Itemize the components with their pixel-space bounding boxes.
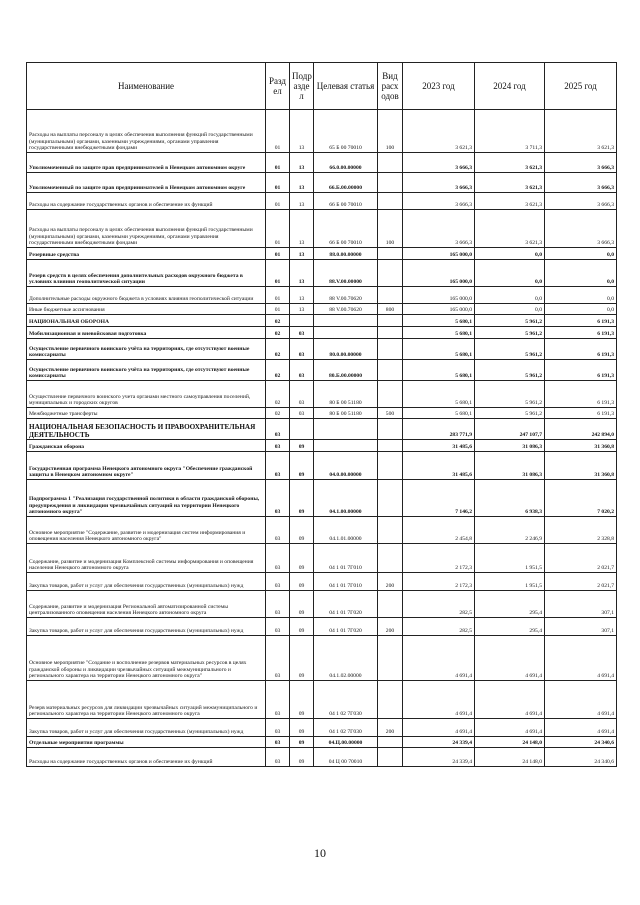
table-row [27,287,617,304]
cell-2025: 3 666,3 [545,173,617,193]
cell-name: Резервные средства [27,248,266,260]
cell-2023: 5 680,1 [403,339,475,360]
cell-2024: 0,0 [475,304,545,315]
cell-2024: 5 961,2 [475,339,545,360]
cell-2025: 0,0 [545,260,617,287]
cell-podrazdel: 09 [290,748,314,767]
cell-vid [378,452,403,480]
cell-article: 04 1 01 7Г010 [314,573,378,591]
cell-podrazdel: 03 [290,327,314,339]
cell-vid: 500 [378,408,403,419]
cell-razdel: 03 [266,452,290,480]
cell-vid [378,748,403,767]
cell-razdel: 03 [266,440,290,452]
table-row [27,110,617,153]
cell-article: 04.Ц.00.00000 [314,737,378,748]
cell-name: Резерв материальных ресурсов для ликвидации чрезвычайных ситуаций межмуниципального и регионального характера на территории Ненецкого автономного округа [27,681,266,719]
cell-article: 04.1.00.00000 [314,480,378,517]
cell-2023: 7 146,2 [403,480,475,517]
cell-2023: 283 771,9 [403,419,475,440]
cell-razdel: 01 [266,287,290,304]
cell-razdel: 01 [266,153,290,173]
cell-2024: 3 621,3 [475,153,545,173]
cell-2023: 3 666,3 [403,153,475,173]
cell-podrazdel: 09 [290,440,314,452]
cell-vid [378,636,403,681]
table-row [27,248,617,260]
cell-vid [378,287,403,304]
table-row [27,339,617,360]
table-body [27,110,617,767]
cell-podrazdel: 09 [290,591,314,618]
cell-2023: 24 339,4 [403,748,475,767]
table-row [27,304,617,315]
table-row [27,618,617,636]
cell-razdel: 02 [266,408,290,419]
cell-vid [378,327,403,339]
budget-table [26,62,617,767]
cell-2024: 3 621,3 [475,210,545,248]
cell-podrazdel: 09 [290,544,314,573]
cell-podrazdel: 09 [290,681,314,719]
cell-article: 88.V.00.00000 [314,260,378,287]
cell-vid [378,737,403,748]
cell-podrazdel: 13 [290,110,314,153]
table-row [27,260,617,287]
cell-name: Основное мероприятие "Содержание, развитие и модернизация систем информирования и оповещения населения Ненецкого автономного округа" [27,517,266,544]
header-2024: 2024 год [475,63,545,110]
cell-2025: 307,1 [545,618,617,636]
cell-name: Мобилизационная и вневойсковая подготовка [27,327,266,339]
cell-name: Расходы на содержание государственных органов и обеспечение их функций [27,193,266,210]
header-2025: 2025 год [545,63,617,110]
cell-vid [378,591,403,618]
cell-name: Отдельные мероприятия программы [27,737,266,748]
cell-vid [378,315,403,327]
cell-2024: 2 246,9 [475,517,545,544]
cell-2024: 5 961,2 [475,360,545,381]
cell-name: Резерв средств в целях обеспечения дополнительных расходов окружного бюджета в условиях влияния геополитической ситуации [27,260,266,287]
cell-2023: 165 000,0 [403,260,475,287]
cell-name: Межбюджетные трансферты [27,408,266,419]
cell-podrazdel: 03 [290,408,314,419]
cell-2023: 2 454,8 [403,517,475,544]
cell-2023: 4 691,4 [403,719,475,737]
cell-2024: 0,0 [475,260,545,287]
cell-article [314,327,378,339]
budget-table-sheet [26,62,616,767]
cell-vid [378,381,403,408]
cell-2025: 2 328,8 [545,517,617,544]
cell-podrazdel: 09 [290,618,314,636]
table-row [27,210,617,248]
cell-article: 04 Ц 00 70010 [314,748,378,767]
cell-razdel: 03 [266,636,290,681]
cell-2024: 5 961,2 [475,408,545,419]
cell-2025: 4 691,4 [545,636,617,681]
cell-razdel: 01 [266,210,290,248]
cell-2023: 31 485,6 [403,440,475,452]
cell-2024: 3 621,3 [475,193,545,210]
table-row [27,748,617,767]
cell-2023: 5 680,1 [403,360,475,381]
cell-2024: 4 691,4 [475,719,545,737]
table-row [27,636,617,681]
cell-2024: 5 961,2 [475,327,545,339]
cell-vid [378,339,403,360]
cell-article: 04 1 02 7Г030 [314,681,378,719]
cell-2024: 3 621,3 [475,173,545,193]
cell-2024: 295,4 [475,618,545,636]
cell-vid: 100 [378,110,403,153]
cell-vid [378,440,403,452]
table-row [27,591,617,618]
cell-vid [378,480,403,517]
cell-2025: 0,0 [545,304,617,315]
cell-podrazdel: 03 [290,339,314,360]
cell-article: 88 V.00.70620 [314,287,378,304]
cell-name: Содержание, развитие и модернизация Региональной автоматизированной системы централизованного оповещения населения Ненецкого автономного округа [27,591,266,618]
cell-razdel: 03 [266,719,290,737]
table-row [27,153,617,173]
cell-vid: 200 [378,573,403,591]
cell-2024: 31 086,3 [475,452,545,480]
table-row [27,440,617,452]
header-vid: Вид расх одов [378,63,403,110]
cell-name: НАЦИОНАЛЬНАЯ ОБОРОНА [27,315,266,327]
cell-2025: 24 340,6 [545,748,617,767]
cell-vid [378,517,403,544]
cell-name: Государственная программа Ненецкого автономного округа "Обеспечение гражданской защиты в Ненецком автономном округе" [27,452,266,480]
cell-2023: 24 339,4 [403,737,475,748]
cell-podrazdel: 13 [290,153,314,173]
cell-name: Закупка товаров, работ и услуг для обеспечения государственных (муниципальных) нужд [27,719,266,737]
cell-razdel: 03 [266,573,290,591]
cell-article: 66.Б.00.00000 [314,173,378,193]
cell-2024: 3 711,3 [475,110,545,153]
table-header-row [27,63,617,110]
cell-2025: 6 191,3 [545,339,617,360]
cell-2023: 165 000,0 [403,287,475,304]
cell-razdel: 01 [266,248,290,260]
cell-2025: 7 020,2 [545,480,617,517]
cell-2024: 5 961,2 [475,381,545,408]
table-row [27,544,617,573]
cell-2025: 3 621,3 [545,110,617,153]
cell-razdel: 02 [266,327,290,339]
cell-name: Содержание, развитие и модернизация Комплексной системы информирования и оповещения населения Ненецкого автономного округа [27,544,266,573]
cell-2024: 24 148,0 [475,748,545,767]
cell-name: НАЦИОНАЛЬНАЯ БЕЗОПАСНОСТЬ И ПРАВООХРАНИТЕЛЬНАЯ ДЕЯТЕЛЬНОСТЬ [27,419,266,440]
table-row [27,452,617,480]
cell-article [314,440,378,452]
cell-podrazdel: 09 [290,573,314,591]
table-row [27,480,617,517]
cell-2025: 307,1 [545,591,617,618]
cell-name: Уполномоченный по защите прав предпринимателей в Ненецком автономном округе [27,153,266,173]
cell-name: Уполномоченный по защите прав предпринимателей в Ненецком автономном округе [27,173,266,193]
cell-razdel: 02 [266,339,290,360]
cell-2025: 4 691,4 [545,719,617,737]
cell-2023: 3 621,3 [403,110,475,153]
cell-2024: 4 691,4 [475,681,545,719]
cell-podrazdel: 13 [290,304,314,315]
cell-2025: 6 191,3 [545,327,617,339]
cell-article: 04.0.00.00000 [314,452,378,480]
cell-article: 04 1 02 7Г030 [314,719,378,737]
cell-2025: 6 191,3 [545,360,617,381]
cell-name: Осуществление первичного воинского учёта на территориях, где отсутствуют военные комиссариаты [27,360,266,381]
cell-article: 88 V.00.70620 [314,304,378,315]
cell-name: Осуществление первичного воинского учета органами местного самоуправления поселений, муниципальных и городских округов [27,381,266,408]
cell-name: Дополнительные расходы окружного бюджета в условиях влияния геополитической ситуации [27,287,266,304]
cell-2025: 3 666,3 [545,193,617,210]
cell-2025: 242 894,0 [545,419,617,440]
cell-vid [378,681,403,719]
cell-vid: 200 [378,618,403,636]
header-2023: 2023 год [403,63,475,110]
cell-vid: 800 [378,304,403,315]
cell-podrazdel [290,419,314,440]
cell-razdel: 03 [266,544,290,573]
header-article: Целевая статья [314,63,378,110]
cell-article: 66 Б 00 70010 [314,210,378,248]
cell-2023: 2 172,3 [403,573,475,591]
cell-2023: 2 172,3 [403,544,475,573]
cell-name: Осуществление первичного воинского учёта на территориях, где отсутствуют военные комиссариаты [27,339,266,360]
cell-name: Подпрограмма 1 "Реализация государственной политики в области гражданской обороны, предупреждения и ликвидации чрезвычайных ситуаций на территории Ненецкого автономного округа" [27,480,266,517]
header-razdel: Разд ел [266,63,290,110]
cell-name: Закупка товаров, работ и услуг для обеспечения государственных (муниципальных) нужд [27,618,266,636]
cell-podrazdel: 09 [290,737,314,748]
header-name: Наименование [27,63,266,110]
cell-2025: 0,0 [545,248,617,260]
table-row [27,173,617,193]
cell-article: 66.0.00.00000 [314,153,378,173]
cell-podrazdel: 13 [290,210,314,248]
cell-podrazdel: 09 [290,636,314,681]
cell-2025: 2 021,7 [545,544,617,573]
cell-2025: 6 191,3 [545,408,617,419]
cell-article: 04.1.02.00000 [314,636,378,681]
cell-2023: 31 485,6 [403,452,475,480]
cell-name: Расходы на содержание государственных органов и обеспечение их функций [27,748,266,767]
cell-podrazdel: 13 [290,248,314,260]
table-row [27,573,617,591]
cell-2025: 3 666,3 [545,153,617,173]
cell-2025: 24 340,6 [545,737,617,748]
cell-razdel: 01 [266,304,290,315]
table-row [27,719,617,737]
cell-vid [378,153,403,173]
cell-2025: 31 360,8 [545,452,617,480]
cell-2023: 282,5 [403,591,475,618]
header-podrazdel: Подр азде л [290,63,314,110]
table-row [27,315,617,327]
cell-2025: 4 691,4 [545,681,617,719]
cell-2023: 5 680,1 [403,408,475,419]
cell-podrazdel: 13 [290,173,314,193]
cell-razdel: 03 [266,748,290,767]
cell-podrazdel: 09 [290,452,314,480]
cell-article [314,419,378,440]
cell-2023: 165 000,0 [403,304,475,315]
cell-2024: 6 938,3 [475,480,545,517]
cell-article: 65 Б 00 70010 [314,110,378,153]
table-row [27,737,617,748]
cell-podrazdel: 09 [290,480,314,517]
cell-2025: 6 191,3 [545,381,617,408]
cell-2023: 4 691,4 [403,636,475,681]
table-row [27,408,617,419]
cell-razdel: 01 [266,110,290,153]
cell-podrazdel: 13 [290,193,314,210]
cell-podrazdel [290,315,314,327]
cell-razdel: 03 [266,618,290,636]
page-number: 10 [314,846,326,860]
cell-2023: 4 691,4 [403,681,475,719]
cell-vid [378,419,403,440]
cell-name: Гражданская оборона [27,440,266,452]
cell-razdel: 01 [266,173,290,193]
cell-name: Расходы на выплаты персоналу в целях обеспечения выполнения функций государственными (муниципальными) органами, казенными учреждениями, органами управления государственными внебюджетными фондами [27,110,266,153]
cell-article: 80 Б 00 51180 [314,408,378,419]
cell-2025: 31 360,8 [545,440,617,452]
cell-razdel: 03 [266,737,290,748]
table-row [27,517,617,544]
cell-vid: 100 [378,210,403,248]
cell-vid: 200 [378,719,403,737]
cell-article: 80.Б.00.00000 [314,360,378,381]
cell-podrazdel: 03 [290,360,314,381]
cell-podrazdel: 13 [290,287,314,304]
cell-article: 80.0.00.00000 [314,339,378,360]
cell-article: 04 1 01 7Г020 [314,591,378,618]
cell-name: Расходы на выплаты персоналу в целях обеспечения выполнения функций государственными (муниципальными) органами, казенными учреждениями, органами управления государственными внебюджетными фондами [27,210,266,248]
cell-article: 04.1.01.00000 [314,517,378,544]
cell-2024: 5 961,2 [475,315,545,327]
table-row [27,360,617,381]
cell-2024: 4 691,4 [475,636,545,681]
cell-2023: 5 680,1 [403,327,475,339]
cell-razdel: 03 [266,517,290,544]
cell-2023: 165 000,0 [403,248,475,260]
cell-2024: 0,0 [475,248,545,260]
cell-article: 04 1 01 7Г010 [314,544,378,573]
cell-name: Основное мероприятие "Создание и восполнение резервов материальных ресурсов в целях гражданской обороны и ликвидации чрезвычайных ситуаций межмуниципального и регионального характера на территории Ненецкого автономного округа" [27,636,266,681]
cell-name: Закупка товаров, работ и услуг для обеспечения государственных (муниципальных) нужд [27,573,266,591]
cell-podrazdel: 13 [290,260,314,287]
cell-article [314,315,378,327]
cell-2025: 6 191,3 [545,315,617,327]
cell-2023: 5 680,1 [403,381,475,408]
cell-2024: 1 951,5 [475,544,545,573]
cell-name: Иные бюджетные ассигнования [27,304,266,315]
cell-2024: 247 107,7 [475,419,545,440]
cell-article: 04 1 01 7Г020 [314,618,378,636]
cell-vid [378,360,403,381]
cell-2024: 31 086,3 [475,440,545,452]
cell-2023: 5 680,1 [403,315,475,327]
cell-article: 66 Б 00 70010 [314,193,378,210]
cell-razdel: 01 [266,193,290,210]
cell-vid [378,544,403,573]
cell-podrazdel: 09 [290,719,314,737]
cell-razdel: 01 [266,260,290,287]
cell-razdel: 02 [266,381,290,408]
cell-2024: 24 148,0 [475,737,545,748]
cell-vid [378,193,403,210]
cell-razdel: 03 [266,681,290,719]
cell-vid [378,173,403,193]
cell-2025: 3 666,3 [545,210,617,248]
table-row [27,193,617,210]
cell-2024: 0,0 [475,287,545,304]
cell-podrazdel: 09 [290,517,314,544]
cell-2023: 282,5 [403,618,475,636]
table-row [27,419,617,440]
cell-2023: 3 666,3 [403,173,475,193]
cell-2025: 0,0 [545,287,617,304]
cell-2024: 295,4 [475,591,545,618]
cell-2023: 3 666,3 [403,193,475,210]
cell-razdel: 02 [266,360,290,381]
cell-razdel: 02 [266,315,290,327]
cell-podrazdel: 03 [290,381,314,408]
cell-2023: 3 666,3 [403,210,475,248]
cell-article: 88.0.00.00000 [314,248,378,260]
cell-razdel: 03 [266,591,290,618]
cell-razdel: 03 [266,480,290,517]
cell-article: 80 Б 00 51180 [314,381,378,408]
table-row [27,681,617,719]
cell-2025: 2 021,7 [545,573,617,591]
cell-vid [378,248,403,260]
cell-razdel: 03 [266,419,290,440]
table-row [27,327,617,339]
cell-vid [378,260,403,287]
cell-2024: 1 951,5 [475,573,545,591]
table-row [27,381,617,408]
